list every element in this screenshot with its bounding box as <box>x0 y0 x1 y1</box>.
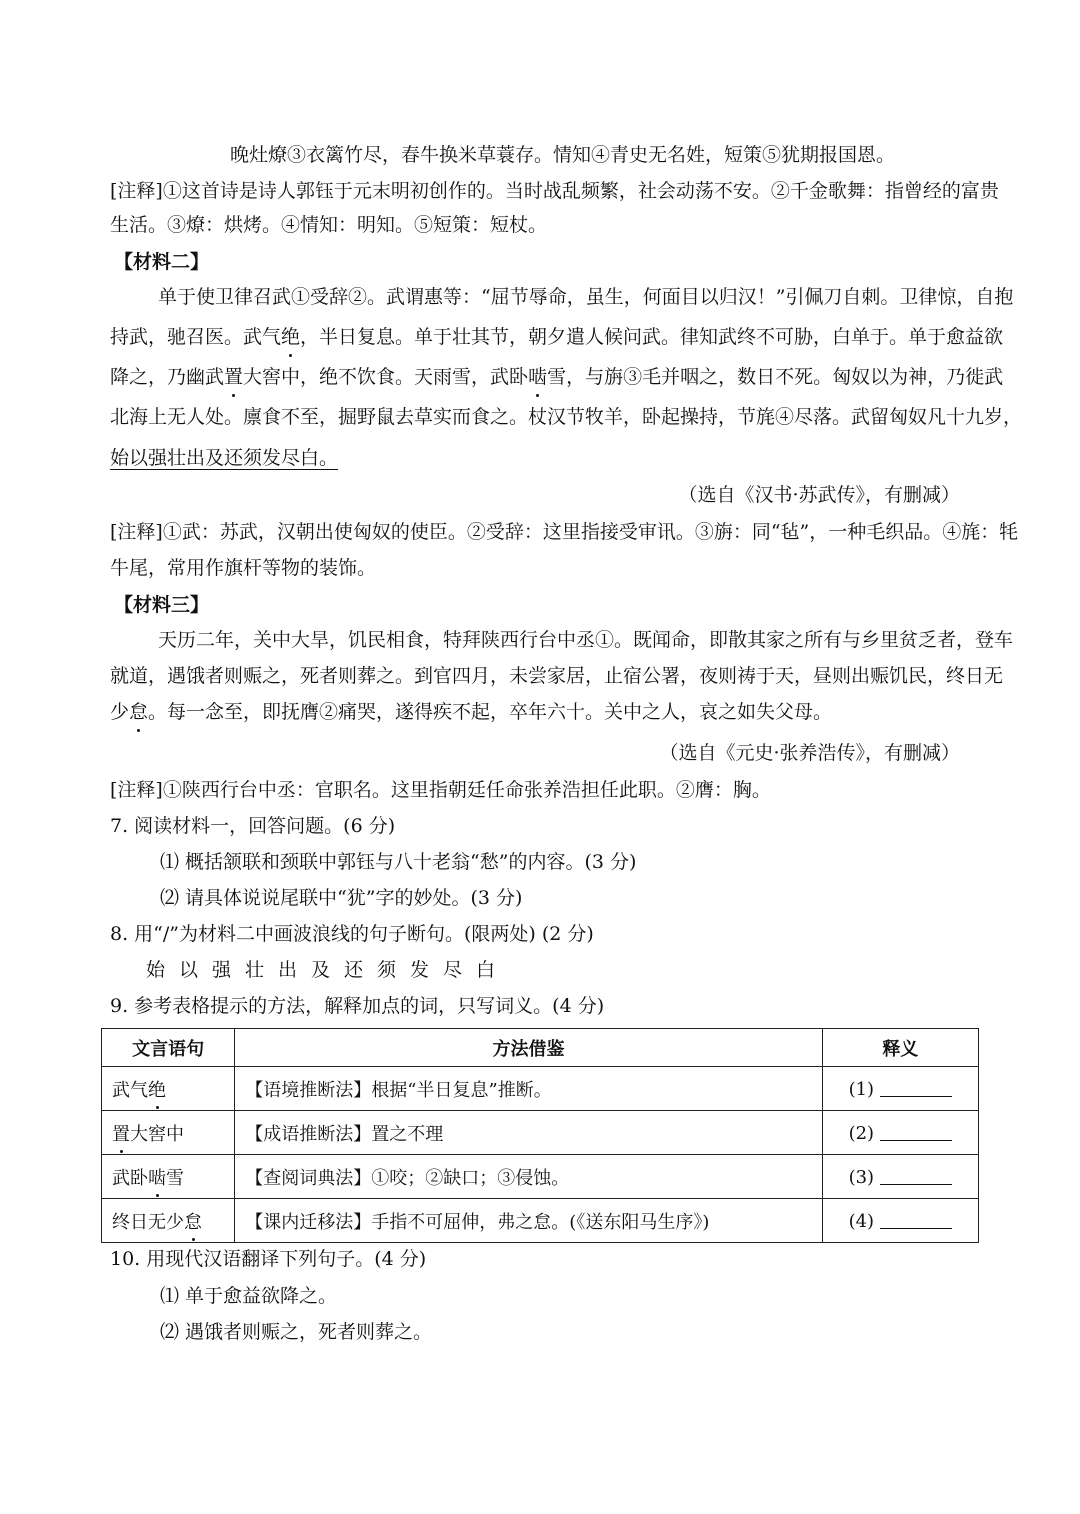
material3-line2: 就道，遇饿者则赈之，死者则葬之。到官四月，未尝家居，止宿公署，夜则祷于天，昼则出赈饥民，终日无 <box>110 665 1004 687</box>
answer-blank[interactable] <box>880 1210 952 1229</box>
table-row <box>102 1111 979 1155</box>
method-cell: 【成语推断法】置之不理 <box>235 1111 822 1155</box>
material3-note: [注释]①陕西行台中丞：官职名。这里指朝廷任命张养浩担任此职。②膺：胸。 <box>110 779 771 801</box>
question-10-1: ⑴ 单于愈益欲降之。 <box>160 1285 338 1307</box>
question-10: 10. 用现代汉语翻译下列句子。(4 分) <box>110 1248 427 1270</box>
answer-blank[interactable] <box>880 1078 952 1097</box>
method-cell: 【语境推断法】根据“半日复息”推断。 <box>235 1067 822 1111</box>
note1-line2: 生活。③燎：烘烤。④情知：明知。⑤短策：短杖。 <box>110 214 548 236</box>
material3-line1: 天历二年，关中大旱，饥民相食，特拜陕西行台中丞①。既闻命，即散其家之所有与乡里贫乏者，登车 <box>158 629 1014 651</box>
answer-cell[interactable]: (2) <box>822 1111 978 1155</box>
material2-note-line1: [注释]①武：苏武，汉朝出使匈奴的使臣。②受辞：这里指接受审讯。③旃：同“毡”，一种毛织品。④旄：牦 <box>110 521 1019 543</box>
question-7-1: ⑴ 概括颔联和颈联中郭钰与八十老翁“愁”的内容。(3 分) <box>160 851 637 873</box>
material2-line1: 单于使卫律召武①受辞②。武谓惠等：“屈节辱命，虽生，何面目以归汉！”引佩刀自刺。卫律惊，自抱 <box>158 286 1014 308</box>
table-header-row <box>102 1029 979 1067</box>
material2-line2: 持武，驰召医。武气绝，半日复息。单于壮其节，朝夕遣人候问武。律知武终不可胁，白单于。单于愈益欲 <box>110 326 1004 348</box>
material2-note-line2: 牛尾，常用作旗杆等物的装饰。 <box>110 557 377 579</box>
method-cell: 【查阅词典法】①咬；②缺口；③侵蚀。 <box>235 1155 822 1199</box>
question-9-table <box>101 1028 979 1243</box>
poem-last-line: 晚灶燎③衣篱竹尽，春牛换米草蓑存。情知④青史无名姓，短策⑤犹期报国恩。 <box>230 144 896 166</box>
table-row <box>102 1155 979 1199</box>
phrase-cell: 终日无少怠 <box>102 1199 235 1243</box>
question-7-2: ⑵ 请具体说说尾联中“犹”字的妙处。(3 分) <box>160 887 523 909</box>
method-cell: 【课内迁移法】手指不可屈伸，弗之怠。(《送东阳马生序》) <box>235 1199 822 1243</box>
dotted-word: 怠 <box>184 1208 202 1234</box>
dotted-word: 怠 <box>129 701 149 723</box>
material2-line4: 北海上无人处。廪食不至，掘野鼠去草实而食之。杖汉节牧羊，卧起操持，节旄④尽落。武留匈奴凡十九岁， <box>110 406 1023 428</box>
phrase-cell: 置大窖中 <box>102 1111 235 1155</box>
table-header: 方法借鉴 <box>235 1029 822 1067</box>
dotted-word: 置 <box>224 366 244 388</box>
answer-cell[interactable]: (3) <box>822 1155 978 1199</box>
question-9: 9. 参考表格提示的方法，解释加点的词，只写词义。(4 分) <box>110 995 605 1017</box>
question-10-2: ⑵ 遇饿者则赈之，死者则葬之。 <box>160 1321 433 1343</box>
material2-line3: 降之，乃幽武置大窖中，绝不饮食。天雨雪，武卧啮雪，与旃③毛并咽之，数日不死。匈奴以为神，乃徙武 <box>110 366 1004 388</box>
phrase-cell: 武气绝 <box>102 1067 235 1111</box>
table-row <box>102 1067 979 1111</box>
dotted-word: 啮 <box>148 1164 166 1190</box>
table-header: 文言语句 <box>102 1029 235 1067</box>
question-7: 7. 阅读材料一，回答问题。(6 分) <box>110 815 396 837</box>
material3-line3: 少怠。每一念至，即抚膺②痛哭，遂得疾不起，卒年六十。关中之人，哀之如失父母。 <box>110 701 833 723</box>
answer-blank[interactable] <box>880 1166 952 1185</box>
answer-blank[interactable] <box>880 1122 952 1141</box>
material3-source: （选自《元史·张养浩传》，有删减） <box>659 742 960 764</box>
answer-cell[interactable]: (4) <box>822 1199 978 1243</box>
dotted-word: 啮 <box>528 366 548 388</box>
question-8-sentence: 始以强壮出及还须发尽白 <box>146 959 510 981</box>
wavy-underlined-sentence: 始以强壮出及还须发尽白。 <box>110 447 339 469</box>
note1-line1: [注释]①这首诗是诗人郭钰于元末明初创作的。当时战乱频繁，社会动荡不安。②千金歌舞：指曾经的富贵 <box>110 180 999 202</box>
dotted-word: 置 <box>112 1120 130 1146</box>
answer-cell[interactable]: (1) <box>822 1067 978 1111</box>
dotted-word: 绝 <box>281 326 301 348</box>
material2-source: （选自《汉书·苏武传》，有删减） <box>678 484 960 506</box>
phrase-cell: 武卧啮雪 <box>102 1155 235 1199</box>
material3-heading: 【材料三】 <box>114 594 210 616</box>
table-header: 释义 <box>822 1029 978 1067</box>
table-row <box>102 1199 979 1243</box>
question-8: 8. 用“/”为材料二中画波浪线的句子断句。(限两处) (2 分) <box>110 923 594 945</box>
material2-heading: 【材料二】 <box>114 251 210 273</box>
dotted-word: 绝 <box>148 1076 166 1102</box>
